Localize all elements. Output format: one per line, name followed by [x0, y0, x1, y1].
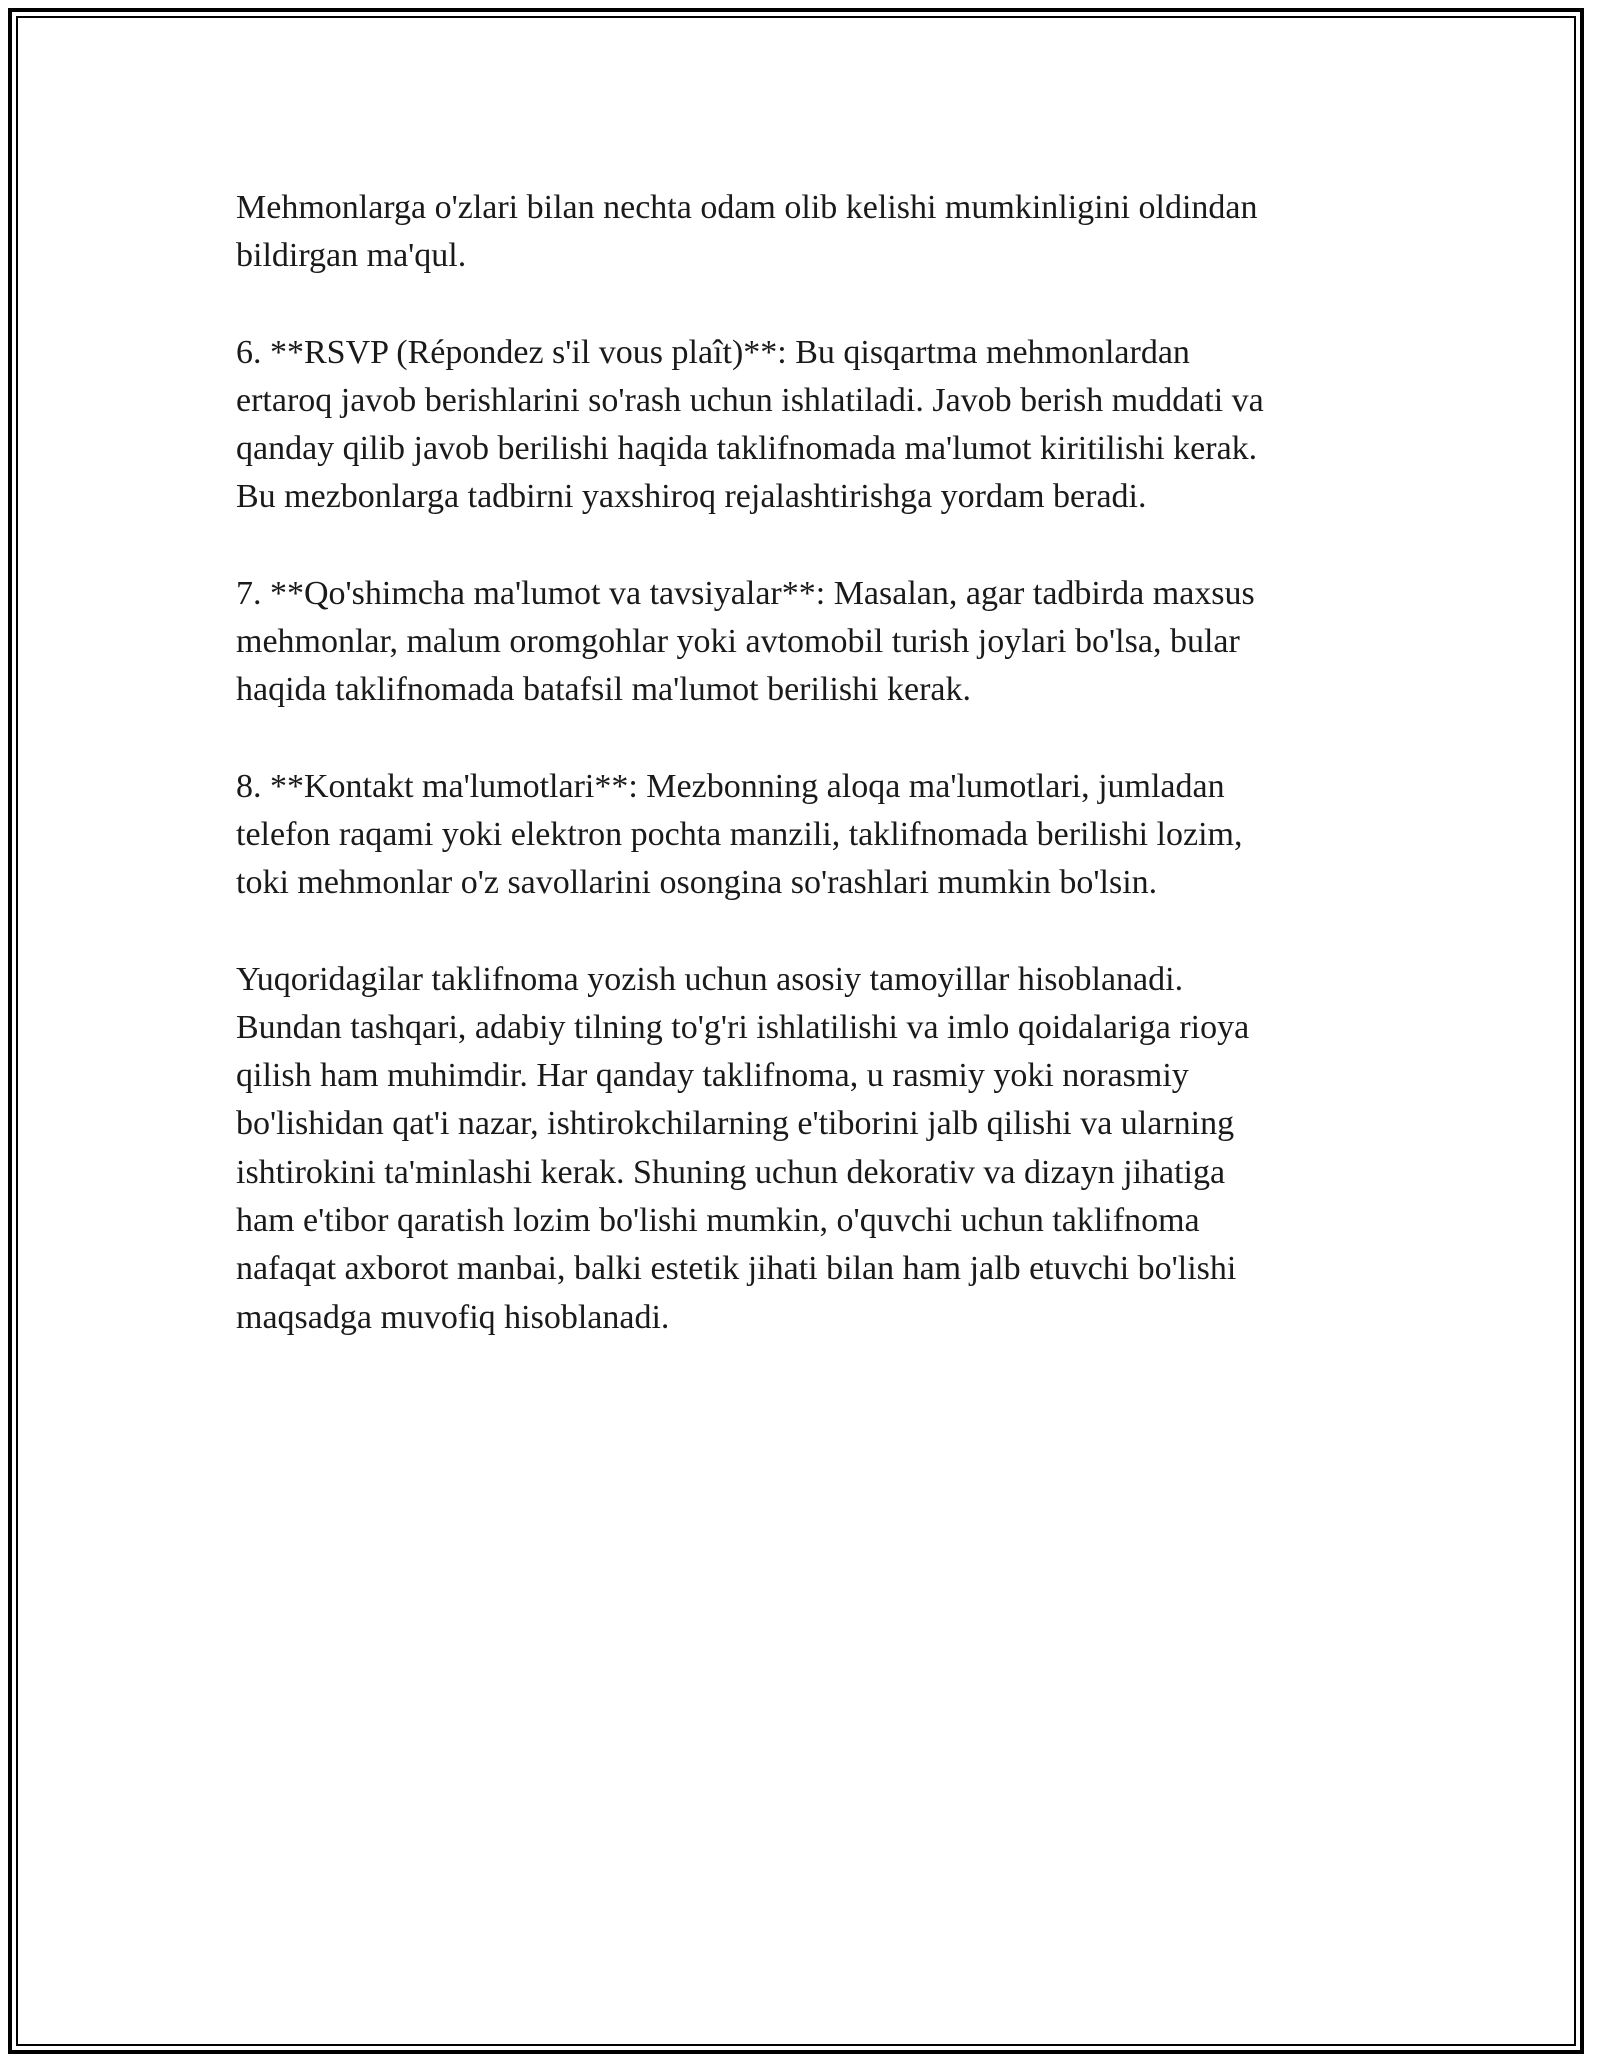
paragraph-additional-info: 7. **Qo'shimcha ma'lumot va tavsiyalar**: Masalan, agar tadbirda maxsus mehmonlar, malum oromgohlar yoki avtomobil turish joylari bo'lsa, bular haqida taklifnomada batafsil ma'lumot berilishi kerak.: [236, 574, 1255, 709]
paragraph-rsvp: 6. **RSVP (Répondez s'il vous plaît)**: Bu qisqartma mehmonlardan ertaroq javob berishlarini so'rash uchun ishlatiladi. Javob berish muddati va qanday qilib javob berilishi haqida taklifnomada ma'lumot kiritilishi kerak. Bu mezbonlarga tadbirni yaxshiroq rejalashtirishga yordam beradi.: [236, 333, 1264, 516]
paragraph-contact-info: 8. **Kontakt ma'lumotlari**: Mezbonning aloqa ma'lumotlari, jumladan telefon raqami yoki elektron pochta manzili, taklifnomada berilishi lozim, toki mehmonlar o'z savollarini osongina so'rashlari mumkin bo'lsin.: [236, 767, 1243, 902]
document-body: [236, 184, 1366, 1390]
paragraph-conclusion: Yuqoridagilar taklifnoma yozish uchun asosiy tamoyillar hisoblanadi. Bundan tashqari, adabiy tilning to'g'ri ishlatilishi va imlo qoidalariga rioya qilish ham muhimdir. Har qanday taklifnoma, u rasmiy yoki norasmiy bo'lishidan qat'i nazar, ishtirokchilarning e'tiborini jalb qilishi va ularning ishtirokini ta'minlashi kerak. Shuning uchun dekorativ va dizayn jihatiga ham e'tibor qaratish lozim bo'lishi mumkin, o'quvchi uchun taklifnoma nafaqat axborot manbai, balki estetik jihati bilan ham jalb etuvchi bo'lishi maqsadga muvofiq hisoblanadi.: [236, 960, 1250, 1336]
paragraph-guest-count: Mehmonlarga o'zlari bilan nechta odam olib kelishi mumkinligini oldindan bildirgan ma'qul.: [236, 189, 1258, 275]
